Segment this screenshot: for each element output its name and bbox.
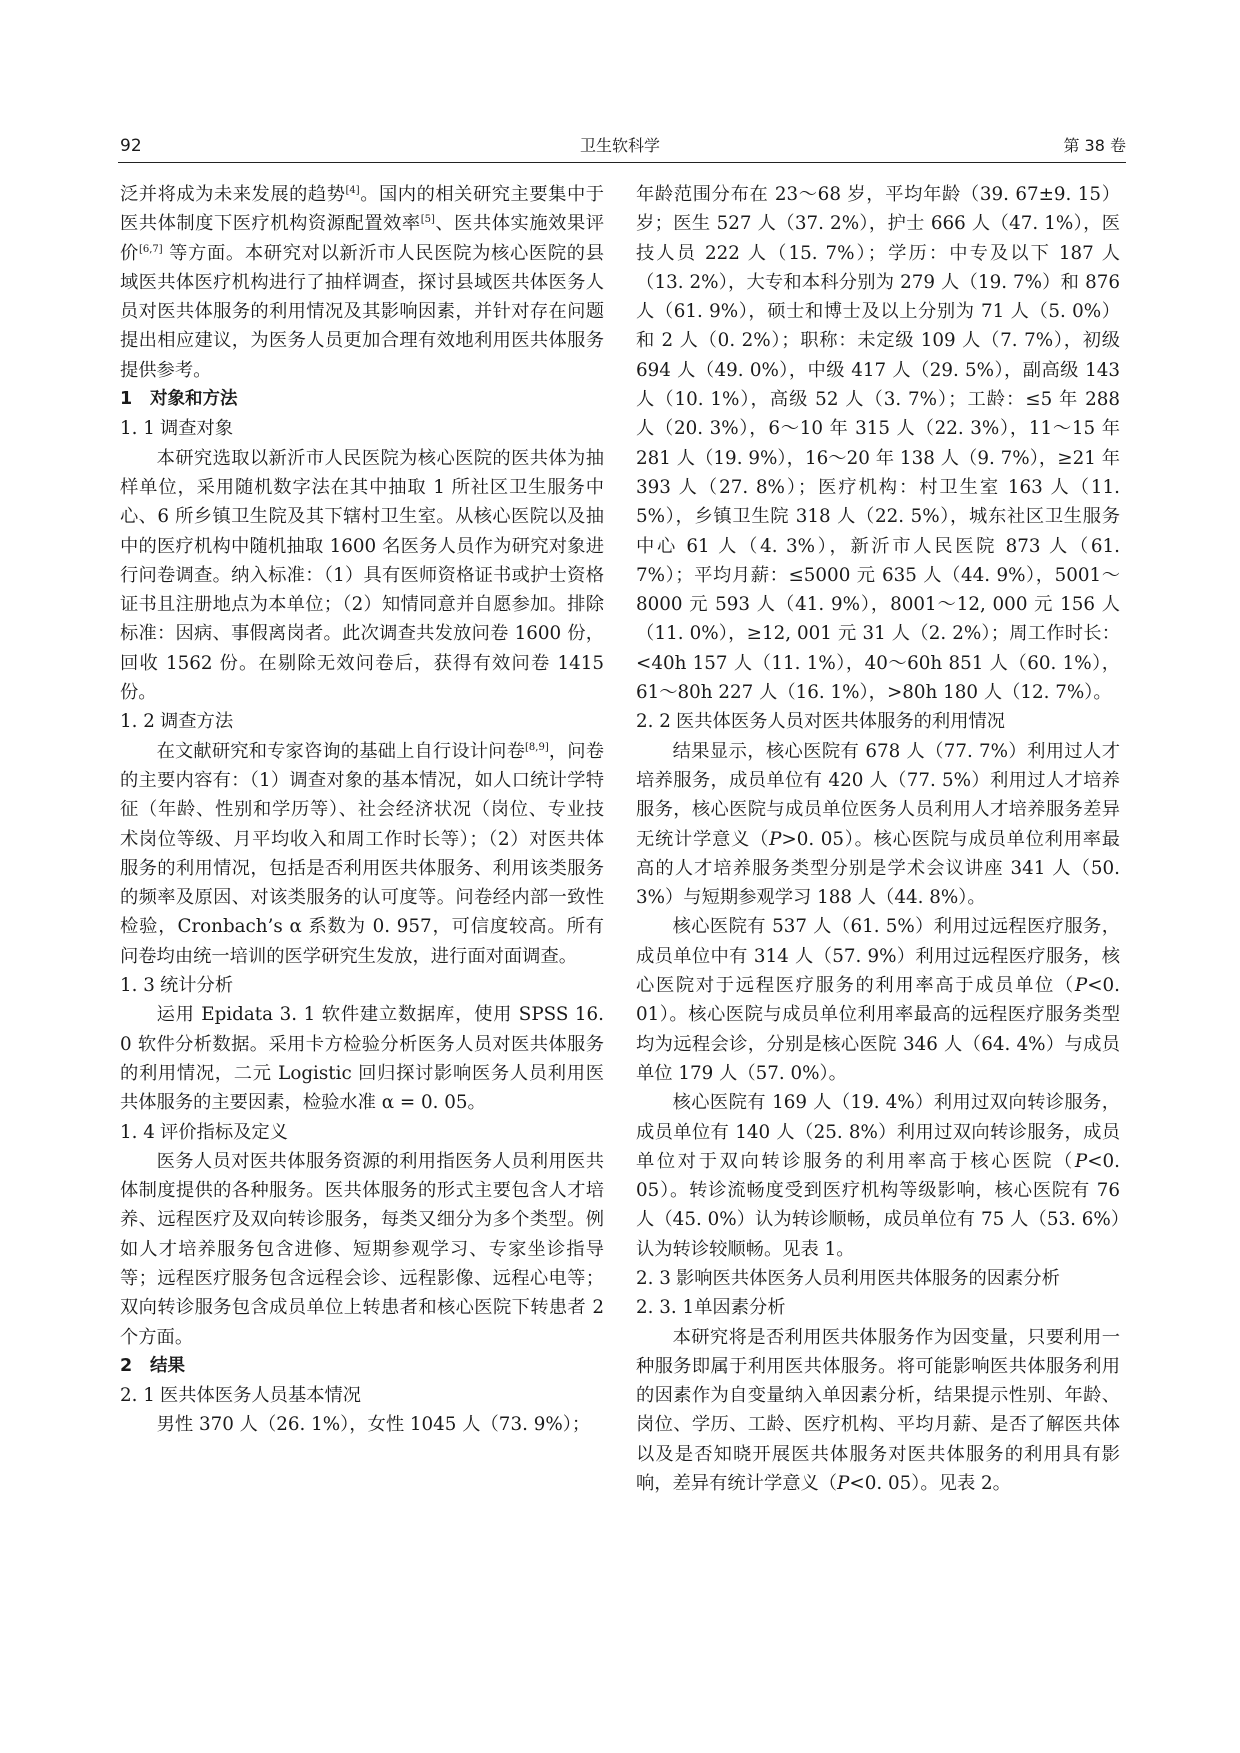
paragraph-2-1-continued: 年龄范围分布在 23～68 岁，平均年龄（39. 67±9. 15）岁；医生 527 人（37. 2%），护士 666 人（47. 1%），医技人员 222 人（15. 7%）；学历：中专及以下 187 人（13. 2%），大专和本科分别为 279 人（19. 7%）和 876 人（61. 9%），硕士和博士及以上分别为 71 人（5. 0%）和 2 人（0. 2%）；职称：未定级 109 人（7. 7%），初级 694 人（49. 0%），中级 417 人（29. 5%），副高级 143 人（10. 1%），高级 52 人（3. 7%）；工龄：≤5 年 288 人（20. 3%），6～10 年 315 人（22. 3%），11～15 年 281 人（19. 9%），16～20 年 138 人（9. 7%），≥21 年 393 人（27. 8%）；医疗机构：村卫生室 163 人（11. 5%），乡镇卫生院 318 人（22. 5%），城东社区卫生服务中心 61 人（4. 3%），新沂市人民医院 873 人（61. 7%）；平均月薪：≤5000 元 635 人（44. 9%），5001～8000 元 593 人（41. 9%），8001～12, 000 元 156 人（11. 0%），≥12, 001 元 31 人（2. 2%）；周工作时长：<40h 157 人（11. 1%），40～60h 851 人（60. 1%），61～80h 227 人（16. 1%），>80h 180 人（12. 7%）。 [636,184,1120,704]
paragraph-2-2-talent: 结果显示，核心医院有 678 人（77. 7%）利用过人才培养服务，成员单位有 420 人（77. 5%）利用过人才培养服务，核心医院与成员单位医务人员利用人才培养服务差异无统计学意义（P>0. 05）。核心医院与成员单位利用率最高的人才培养服务类型分别是学术会议讲座 341 人（50. 3%）与短期参观学习 188 人（44. 8%）。 [636,740,1120,909]
header-rule [118,162,1126,163]
paragraph-1-1: 本研究选取以新沂市人民医院为核心医院的医共体为抽样单位，采用随机数字法在其中抽取 1 所社区卫生服务中心、6 所乡镇卫生院及其下辖村卫生室。从核心医院以及抽中的医疗机构中随机抽取 1600 名医务人员作为研究对象进行问卷调查。纳入标准：（1）具有医师资格证书或护士资格证书且注册地点为本单位；（2）知情同意并自愿参加。排除标准：因病、事假离岗者。此次调查共发放问卷 1600 份，回收 1562 份。在剔除无效问卷后，获得有效问卷 1415 份。 [120,447,604,704]
subsection-heading-1-2: 1. 2 调查方法 [120,711,234,733]
subsection-heading-2-3: 2. 3 影响医共体医务人员利用医共体服务的因素分析 [636,1267,1060,1289]
journal-title: 卫生软科学 [579,136,660,155]
paragraph-2-2-telemedicine: 核心医院有 537 人（61. 5%）利用过远程医疗服务，成员单位中有 314 人（57. 9%）利用过远程医疗服务，核心医院对于远程医疗服务的利用率高于成员单位（P<0. 01）。核心医院与成员单位利用率最高的远程医疗服务类型均为远程会诊，分别是核心医院 346 人（64. 4%）与成员单位 179 人（57. 0%）。 [636,916,1120,1084]
subsection-heading-2-1: 2. 1 医共体医务人员基本情况 [120,1385,362,1407]
paragraph-1-3: 运用 Epidata 3. 1 软件建立数据库，使用 SPSS 16. 0 软件分析数据。采用卡方检验分析医务人员对医共体服务的利用情况，二元 Logistic 回归探讨影响医务人员利用医共体服务的主要因素，检验水准 α = 0. 05。 [120,1004,604,1114]
intro-paragraph: 泛并将成为未来发展的趋势[4]。国内的相关研究主要集中于医共体制度下医疗机构资源配置效率[5]、医共体实施效果评价[6,7] 等方面。本研究对以新沂市人民医院为核心医院的县域医共体医疗机构进行了抽样调查，探讨县域医共体医务人员对医共体服务的利用情况及其影响因素，并针对存在问题提出相应建议，为医务人员更加合理有效地利用医共体服务提供参考。 [120,184,605,381]
section-heading-2: 2 结果 [120,1355,185,1376]
paragraph-2-3-1: 本研究将是否利用医共体服务作为因变量，只要利用一种服务即属于利用医共体服务。将可能影响医共体服务利用的因素作为自变量纳入单因素分析，结果提示性别、年龄、岗位、学历、工龄、医疗机构、平均月薪、是否了解医共体以及是否知晓开展医共体服务对医共体服务的利用具有影响，差异有统计学意义（P<0. 05）。见表 2。 [636,1326,1120,1495]
paragraph-1-4: 医务人员对医共体服务资源的利用指医务人员利用医共体制度提供的各种服务。医共体服务的形式主要包含人才培养、远程医疗及双向转诊服务，每类又细分为多个类型。例如人才培养服务包含进修、短期参观学习、专家坐诊指导等；远程医疗服务包含远程会诊、远程影像、远程心电等；双向转诊服务包含成员单位上转患者和核心医院下转患者 2 个方面。 [120,1150,604,1348]
subsection-heading-1-3: 1. 3 统计分析 [120,975,234,997]
citation-5: [5] [420,214,435,226]
left-column [120,180,604,1440]
right-column [636,180,1120,1498]
paragraph-1-2: 在文献研究和专家咨询的基础上自行设计问卷[8,9]，问卷的主要内容有：（1）调查对象的基本情况，如人口统计学特征（年龄、性别和学历等）、社会经济状况（岗位、专业技术岗位等级、月平均收入和周工作时长等）；（2）对医共体服务的利用情况，包括是否利用医共体服务、利用该类服务的频率及原因、对该类服务的认可度等。问卷经内部一致性检验，Cronbach’s α 系数为 0. 957，可信度较高。所有问卷均由统一培训的医学研究生发放，进行面对面调查。 [120,740,605,967]
page-number: 92 [120,136,142,156]
citation-6-7: [6,7] [138,243,163,255]
volume-label: 第 38 卷 [1063,136,1126,155]
subsection-heading-2-3-1: 2. 3. 1单因素分析 [636,1297,786,1319]
citation-4: [4] [345,185,360,196]
subsection-heading-2-2: 2. 2 医共体医务人员对医共体服务的利用情况 [636,711,1006,733]
citation-8-9: [8,9] [525,741,549,753]
subsection-heading-1-1: 1. 1 调查对象 [120,418,234,440]
subsection-heading-1-4: 1. 4 评价指标及定义 [120,1121,288,1143]
section-heading-1: 1 对象和方法 [120,389,238,410]
paragraph-2-2-referral: 核心医院有 169 人（19. 4%）利用过双向转诊服务，成员单位有 140 人（25. 8%）利用过双向转诊服务，成员单位对于双向转诊服务的利用率高于核心医院（P<0. 05）。转诊流畅度受到医疗机构等级影响，核心医院有 76 人（45. 0%）认为转诊顺畅，成员单位有 75 人（53. 6%）认为转诊较顺畅。见表 1。 [636,1092,1120,1260]
paragraph-2-1-start: 男性 370 人（26. 1%），女性 1045 人（73. 9%）； [156,1414,591,1436]
